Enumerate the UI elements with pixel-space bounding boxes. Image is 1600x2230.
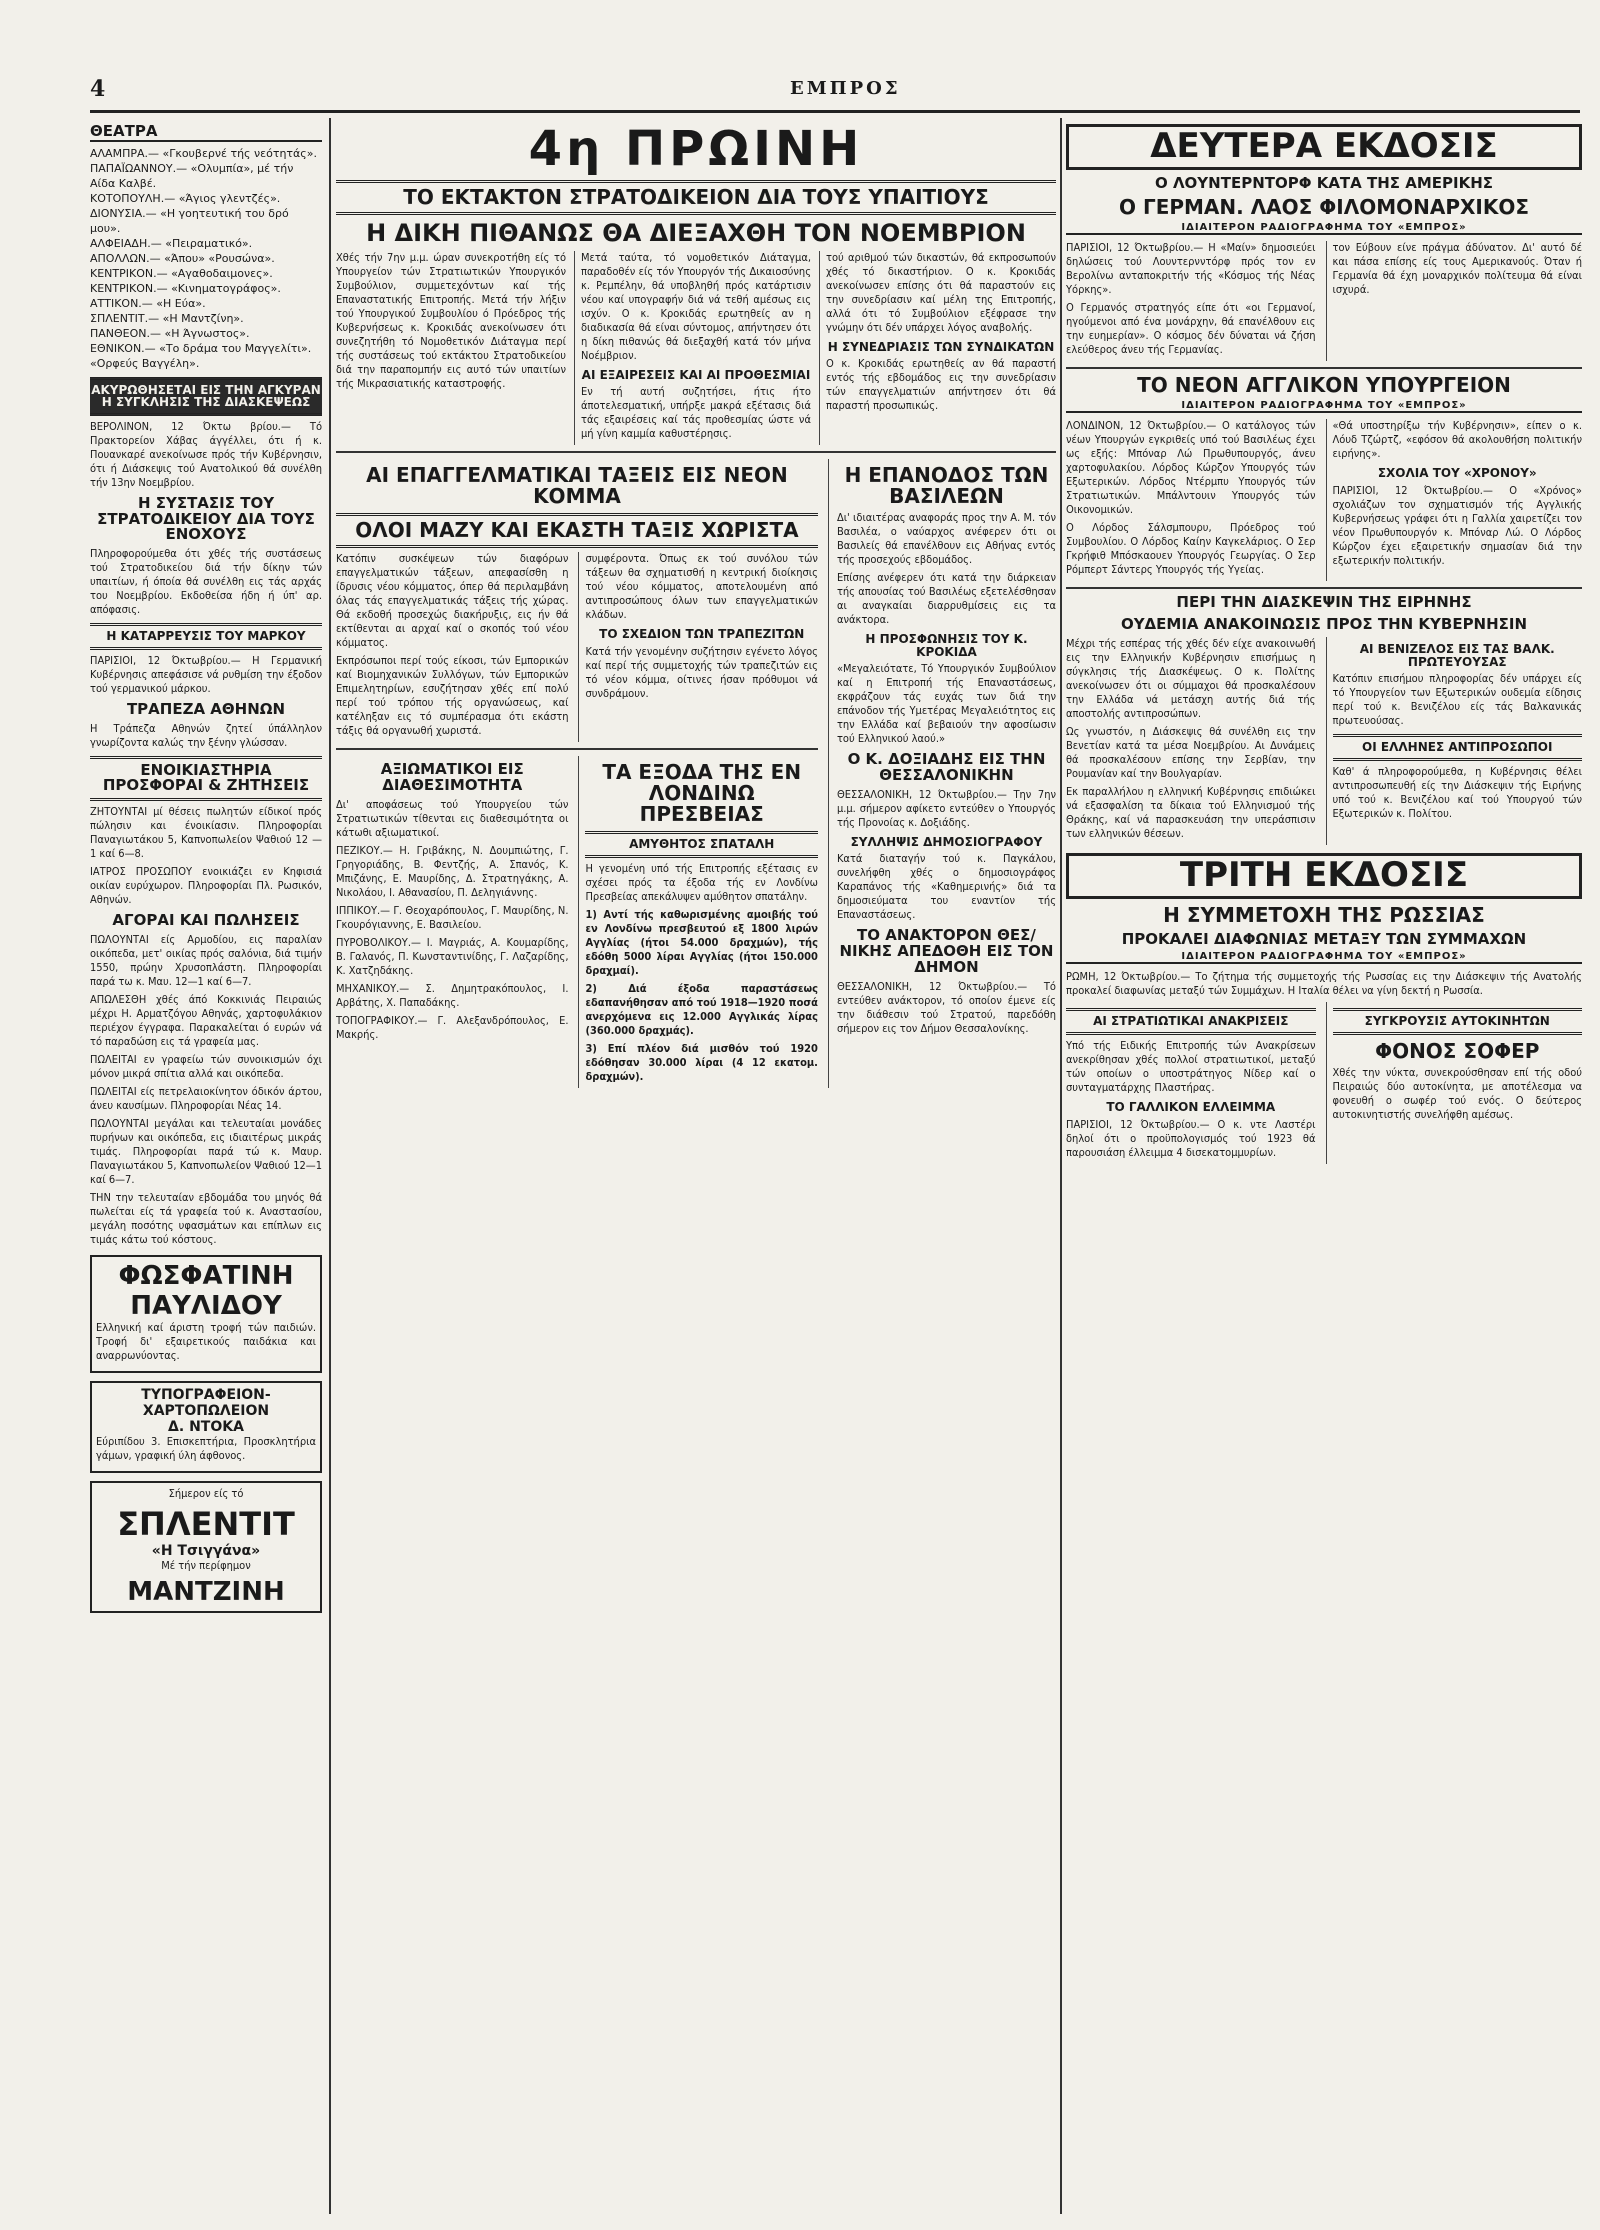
article-body: Εκπρόσωποι περί τούς είκοσι, τών Εμπορικών καί Βιομηχανικών Συλλόγων, τών Εμπορικών Επιμελητηρίων, εσυζήτησαν χθές επί πολύ περί τού τρόπου τής οργανώσεως, καί κατέληξαν εις τό συμπέρασμα ότι εκάστη τάξις θά οργανωθή χωριστά.: [336, 654, 569, 738]
article-headline: ΤΟ ΑΝΑΚΤΟΡΟΝ ΘΕΣ/ΝΙΚΗΣ ΑΠΕΔΟΘΗ ΕΙΣ ΤΟΝ ΔΗΜΟΝ: [839, 926, 1054, 976]
article-body: Δι' ιδιαιτέρας αναφοράς προς την Α. Μ. τόν Βασιλέα, ο ναύαρχος ανέφερεν ότι οι Βασιλείς θά επανέλθουν εις Αθήνας εντός τής προσεχούς εβδομάδος.: [836, 511, 1056, 567]
article-headline: Η ΚΑΤΑΡΡΕΥΣΙΣ ΤΟΥ ΜΑΡΚΟΥ: [90, 623, 322, 650]
article-body: Πληροφορούμεθα ότι χθές τής συστάσεως τού Στρατοδικείου διά τήν δίκην τών υπαιτίων, ή όποία θά συνέλθη εις τάς αρχάς του Νοεμβρίου. Εκδοθείσα ήδη ή ύπ' αρ. απόφασις.: [90, 547, 322, 617]
edition-title: ΔΕΥΤΕΡΑ ΕΚΔΟΣΙΣ: [1066, 124, 1582, 170]
page-header: [90, 76, 1580, 113]
article-body: «Μεγαλειότατε, Τό Υπουργικόν Συμβούλιον καί η Επιτροπή τής Επαναστάσεως, εκφράζουν τάς ευχάς των διά την επάνοδον τής Υμετέρας Μεγαλειότητος εις την Ελλάδα καί βεβαιούν την αφοσίωσιν τού Ελληνικού λαού.»: [836, 662, 1056, 746]
article-body: τού αριθμού τών δικαστών, θά εκπροσωπούν χθές τό δικαστήριον. Ο κ. Κροκιδάς ανεκοίνωσεν επίσης ότι θά παραστούν εις την συνεδρίασιν καί μέλη της Επιτροπής, αλλά ότι τό Συμβούλιον εξέφρασε την γνώμην ότι δέν υπάρχει λόγος αναβολής.: [826, 250, 1056, 334]
classifieds-headline: ΕΝΟΙΚΙΑΣΤΗΡΙΑ ΠΡΟΣΦΟΡΑΙ & ΖΗΤΗΣΕΙΣ: [90, 756, 322, 802]
theatre-listing: ΚΕΝΤΡΙΚΟΝ.— «Αγαθοδαιμονες».: [90, 266, 273, 280]
article-body: Ο κ. Κροκιδάς ερωτηθείς αν θά παραστή εντός τής εβδομάδος εις την συνεδρίασιν τών επαγγελματιών απήντησεν ότι θά παραστή προσωπικώς.: [826, 357, 1056, 413]
classified-ad: ΠΩΛΕΙΤΑΙ είς πετρελαιοκίνητον όδικόν άρτου, άνευ καυσίμων. Πληροφορίαι Νέας 14.: [90, 1084, 322, 1112]
article-body: ΠΕΖΙΚΟΥ.— Η. Γριβάκης, Ν. Δουμπιώτης, Γ. Γρηγοριάδης, Β. Φεντζής, Α. Σπανός, Κ. Μπιζάνης, Ε. Μαυρίδης, Δ. Στρατηγάκης, Α. Νικολάου, Ι. Αθανασίου, Π. Δεληγιάννης.: [336, 843, 569, 899]
agency-credit: ΙΔΙΑΙΤΕΡΟΝ ΡΑΔΙΟΓΡΑΦΗΜΑ ΤΟΥ «ΕΜΠΡΟΣ»: [1066, 400, 1582, 413]
theatre-listing: «Ορφεύς Βαγγέλη».: [90, 356, 200, 370]
theatres-title: ΘΕΑΤΡΑ: [90, 124, 322, 142]
article-headline: Ο ΛΟΥΝΤΕΡΝΤΟΡΦ ΚΑΤΑ ΤΗΣ ΑΜΕΡΙΚΗΣ: [1154, 173, 1494, 192]
ad-subtitle: «Η Τσιγγάνα»: [151, 1542, 261, 1559]
ad-title: Δ. ΝΤΟΚΑ: [168, 1418, 244, 1435]
article-body: Μέχρι τής εσπέρας τής χθές δέν είχε ανακοινωθή εις την Ελληνικήν Κυβέρνησιν επισήμως η σύγκλησις τής Διασκέψεως. Ο κ. Πολίτης ανεκοίνωσεν ότι οι σύμμαχοι θά προσκαλέσουν την Ελλάδα νά μετάσχη αυτής διά τής αποστολής αντιπροσώπων.: [1066, 636, 1316, 720]
article-subhead: ΟΙ ΕΛΛΗΝΕΣ ΑΝΤΙΠΡΟΣΩΠΟΙ: [1333, 734, 1583, 761]
column-rule: [329, 118, 331, 2214]
article-body: 3) Επί πλέον διά μισθόν τού 1920 εδόθησαν 30.000 λίραι (4 12 εκατομ. δραχμών).: [585, 1041, 818, 1083]
article-headline: ΑΚΥΡΩΘΗΣΕΤΑΙ ΕΙΣ ΤΗΝ ΑΓΚΥΡΑΝ Η ΣΥΓΚΛΗΣΙΣ ΤΗΣ ΔΙΑΣΚΕΨΕΩΣ: [90, 377, 322, 416]
article-subhead: ΣΥΛΛΗΨΙΣ ΔΗΜΟΣΙΟΓΡΑΦΟΥ: [850, 834, 1043, 849]
article-body: ΙΠΠΙΚΟΥ.— Γ. Θεοχαρόπουλος, Γ. Μαυρίδης, Ν. Γκουρόγιαννης, Ε. Βασιλείου.: [336, 903, 569, 931]
theatres-list: [90, 146, 322, 371]
ad-text: Σήμερον είς τό: [168, 1486, 244, 1500]
advertisement-printshop: [90, 1381, 322, 1473]
column-rule: [1060, 118, 1062, 2214]
left-column: [90, 118, 322, 2214]
ad-text: Μέ τήν περίφημον: [161, 1558, 251, 1572]
classifieds-headline: ΑΓΟΡΑΙ ΚΑΙ ΠΩΛΗΣΕΙΣ: [112, 911, 300, 930]
article-headline: ΤΟ ΝΕΟΝ ΑΓΓΛΙΚΟΝ ΥΠΟΥΡΓΕΙΟΝ: [1137, 373, 1511, 398]
edition-title: 4η ΠΡΩΙΝΗ: [528, 121, 864, 177]
theatre-listing: ΣΠΛΕΝΤΙΤ.— «Η Μαντζίνη».: [90, 311, 244, 325]
ad-text: Ελληνική καί άριστη τροφή τών παιδιών. Τροφή δι' εξαιρετικούς παιδάκια και αναρρωνύοντας.: [96, 1320, 316, 1362]
ad-title: ΦΩΣΦΑΤΙΝΗ: [118, 1260, 294, 1291]
article-body: «Θά υποστηρίξω τήν Κυβέρνησιν», είπεν ο κ. Λόυδ Τζώρτζ, «εφόσον θά ακολουθήση πολιτικήν ειρήνης».: [1332, 419, 1582, 461]
classified-ad: ΙΑΤΡΟΣ ΠΡΟΣΩΠΟΥ ενοικιάζει εν Κηφισιά οικίαν ευρύχωρον. Πληροφορίαι Πλ. Ρωσικόν, Αθηνών.: [90, 865, 322, 907]
ad-title: ΜΑΝΤΖΙΝΗ: [127, 1576, 285, 1607]
article-subhead: Η ΠΡΟΣΦΩΝΗΣΙΣ ΤΟΥ Κ. ΚΡΟΚΙΔΑ: [865, 632, 1028, 659]
article-body: ΘΕΣΣΑΛΟΝΙΚΗ, 12 Όκτωβρίου.— Την 7ην μ.μ. σήμερον αφίκετο εντεύθεν ο Υπουργός τής Προνοίας κ. Δοξιάδης.: [836, 787, 1056, 829]
article-subheadline: Ο ΓΕΡΜΑΝ. ΛΑΟΣ ΦΙΛΟΜΟΝΑΡΧΙΚΟΣ: [1118, 195, 1530, 220]
classified-ad: ΑΠΩΛΕΣΘΗ χθές άπό Κοκκινιάς Πειραιώς μέχρι Η. Αρματζόγου Αθηνάς, χαρτοφυλάκιον περιέχον έγγραφα. Παρακαλείται ό ευρών νά τό παραδώση εις τά γραφεία μας.: [90, 992, 322, 1048]
article-body: Η Τράπεζα Αθηνών ζητεί ύπάλληλον γνωρίζοντα καλώς την ξένην γλώσσαν.: [90, 721, 322, 749]
article-headline: ΠΕΡΙ ΤΗΝ ΔΙΑΣΚΕΨΙΝ ΤΗΣ ΕΙΡΗΝΗΣ: [1176, 593, 1472, 612]
article-headline: ΑΞΙΩΜΑΤΙΚΟΙ ΕΙΣ ΔΙΑΘΕΣΙΜΟΤΗΤΑ: [380, 760, 524, 794]
article-body: Χθές τήν 7ην μ.μ. ώραν συνεκροτήθη είς τό Υπουργείον τών Στρατιωτικών Υπουργικόν Συμβούλιον, συμμετεχόντων καί τής Επαναστατικής Επιτροπής. Μετά τήν λήξιν τού Υπουργικού Συμβουλίου ό Πρόεδρος τής Κυβερνήσεως κ. Κροκιδάς ανεκοίνωσεν ότι συνεζητήθη τό Νομοθετικόν Διάταγμα περί τής συστάσεως τού εκτάκτου Στρατοδικείου διά την παραπομπήν εις αυτό τών υπαιτίων τής Μικρασιατικής καταστροφής.: [336, 250, 566, 390]
article-subhead: Η ΣΥΝΕΔΡΙΑΣΙΣ ΤΩΝ ΣΥΝΔΙΚΑΤΩΝ: [827, 339, 1055, 354]
theatre-listing: ΔΙΟΝΥΣΙΑ.— «Η γοητευτική του δρό μου».: [90, 206, 289, 235]
center-column: [336, 118, 1056, 2214]
article-body: 2) Διά έξοδα παραστάσεως εδαπανήθησαν από τού 1918—1920 ποσά ανερχόμενα εις 12.000 Αγγλικάς λίρας (360.000 δραχμάς).: [585, 981, 818, 1037]
agency-credit: ΙΔΙΑΙΤΕΡΟΝ ΡΑΔΙΟΓΡΑΦΗΜΑ ΤΟΥ «ΕΜΠΡΟΣ»: [1066, 951, 1582, 964]
article-body: Ως γνωστόν, η Διάσκεψις θά συνέλθη εις την Βενετίαν κατά τα μέσα Νοεμβρίου. Αι Δυνάμεις θά προσκαλέσουν επίσης την Σερβίαν, την Ρουμανίαν καί την Βουλγαρίαν.: [1066, 724, 1316, 780]
ad-text: Εύριπίδου 3. Επισκεπτήρια, Προσκλητήρια γάμων, γραφική ύλη άφθονος.: [96, 1434, 316, 1462]
article-subheadline: ΟΛΟΙ ΜΑΖΥ ΚΑΙ ΕΚΑΣΤΗ ΤΑΞΙΣ ΧΩΡΙΣΤΑ: [336, 513, 818, 548]
article-body: Κατά διαταγήν τού κ. Παγκάλου, συνελήφθη χθές ο δημοσιογράφος Καραπάνος τής «Καθημερινής» διά τα δημοσιεύματα του εναντίον τής Επαναστάσεως.: [836, 852, 1056, 922]
article-headline: ΤΟ ΓΑΛΛΙΚΟΝ ΕΛΛΕΙΜΜΑ: [1106, 1099, 1276, 1114]
article-body: ΠΑΡΙΣΙΟΙ, 12 Όκτωβρίου.— Ο κ. ντε Λαστέρι δηλοί ότι ο προϋπολογισμός τού 1923 θά παρουσιάση έλλειμμα 4 δισεκατομμυρίων.: [1066, 1117, 1316, 1159]
theatre-listing: ΑΛΦΕΙΑΔΗ.— «Πειραματικό».: [90, 236, 253, 250]
article-body: ΠΑΡΙΣΙΟΙ, 12 Όκτωβρίου.— Η Γερμανική Κυβέρνησις απεφάσισε νά ρυθμίση την έξοδον τού γερμανικού μάρκου.: [90, 653, 322, 695]
ad-title: ΠΑΥΛΙΔΟΥ: [130, 1290, 282, 1321]
lead-article: [336, 251, 1056, 446]
article-headline: ΤΡΑΠΕΖΑ ΑΘΗΝΩΝ: [126, 699, 286, 718]
article-body: Ο Γερμανός στρατηγός είπε ότι «οι Γερμανοί, ηγούμενοι από ένα μονάρχην, θά επανέλθουν εις την ευημερίαν». Ο κόσμος δέν δύναται νά ζήση ελεύθερος άνευ τής Γερμανίας.: [1066, 301, 1316, 357]
theatre-listing: ΑΠΟΛΛΩΝ.— «Άπου» «Ρουσώνα».: [90, 251, 275, 265]
lead-headline: ΤΟ ΕΚΤΑΚΤΟΝ ΣΤΡΑΤΟΔΙΚΕΙΟΝ ΔΙΑ ΤΟΥΣ ΥΠΑΙΤΙΟΥΣ: [336, 180, 1056, 215]
article-subhead: ΤΟ ΣΧΕΔΙΟΝ ΤΩΝ ΤΡΑΠΕΖΙΤΩΝ: [599, 627, 805, 642]
article-body: ΤΟΠΟΓΡΑΦΙΚΟΥ.— Γ. Αλεξανδρόπουλος, Ε. Μακρής.: [336, 1013, 569, 1041]
edition-title: ΤΡΙΤΗ ΕΚΔΟΣΙΣ: [1066, 853, 1582, 899]
article-body: συμφέροντα. Όπως εκ τού συνόλου τών τάξεων θα σχηματισθή η κεντρική διοίκησις τού νέου κόμματος, αποτελουμένη από αντιπροσώπους όλων των επαγγελματικών κλάδων.: [585, 552, 818, 622]
article-body: Η γενομένη υπό τής Επιτροπής εξέτασις εν σχέσει πρός τα έξοδα τής εν Λονδίνω Πρεσβείας απεκάλυψεν αμύθητον σπατάλην.: [585, 861, 818, 903]
article-body: Κατόπιν επισήμου πληροφορίας δέν υπάρχει είς τό Υπουργείον των Εξωτερικών ουδεμία είδησις περί τού κ. Βενιζέλου είς τάς Βαλκανικάς πρωτευούσας.: [1332, 672, 1582, 728]
article-body: ΘΕΣΣΑΛΟΝΙΚΗ, 12 Όκτωβρίου.— Τό εντεύθεν ανάκτορον, τό οποίον έμενε είς την διάθεσιν τού Στρατού, παρεδόθη σήμερον εις τον Δήμον Θεσσαλονίκης.: [836, 979, 1056, 1035]
theatre-listing: ΑΛΑΜΠΡΑ.— «Γκουβερνέ τής νεότητάς».: [90, 146, 317, 160]
theatre-listing: ΠΑΝΘΕΟΝ.— «Η Άγνωστος».: [90, 326, 250, 340]
article-body: Δι' αποφάσεως τού Υπουργείου τών Στρατιωτικών τίθενται εις διαθεσιμότητα οι κάτωθι αξιωματικοί.: [336, 797, 569, 839]
theatre-listing: ΑΤΤΙΚΟΝ.— «Η Εύα».: [90, 296, 206, 310]
article-body: Κατά τήν γενομένην συζήτησιν εγένετο λόγος καί περί τής συμμετοχής τών τραπεζιτών εις τό νέον κόμμα, οίτινες ήσαν πρόθυμοι νά συνδράμουν.: [585, 644, 818, 700]
article-body: Καθ' ά πληροφορούμεθα, η Κυβέρνησις θέλει αντιπροσωπευθή είς την Διάσκεψιν τής Ειρήνης υπό τού κ. Βενιζέλου καί τού Υπουργού τών Εξωτερικών κ. Πολίτου.: [1332, 764, 1582, 820]
classified-ad: ΠΩΛΟΥΝΤΑΙ είς Αρμοδίου, εις παραλίαν οικόπεδα, μετ' οικίας πρός σαλόνια, διά τιμήν 1550, πρώην Χρυσοπλάστη. Πληροφορίαι παρά τω κ. Μαυ. 12—1 καί 6—7.: [90, 932, 322, 988]
article-subheadline: ΦΟΝΟΣ ΣΟΦΕΡ: [1375, 1038, 1540, 1063]
article-headline: ΑΙ ΣΤΡΑΤΙΩΤΙΚΑΙ ΑΝΑΚΡΙΣΕΙΣ: [1066, 1008, 1316, 1035]
article-body: Χθές την νύκτα, συνεκρούσθησαν επί τής οδού Πειραιώς δύο αυτοκίνητα, με αποτέλεσμα να φονευθή ο σωφέρ τού ενός. Ο δεύτερος αυτοκινητιστής συνελήφθη αμέσως.: [1332, 1065, 1582, 1121]
paper-name: ΕΜΠΡΟΣ: [790, 78, 901, 99]
article-subhead: ΑΙ ΒΕΝΙΖΕΛΟΣ ΕΙΣ ΤΑΣ ΒΑΛΚ. ΠΡΩΤΕΥΟΥΣΑΣ: [1359, 641, 1555, 669]
article-body: Επίσης ανέφερεν ότι κατά την διάρκειαν τής απουσίας τού Βασιλέως εξετελέσθησαν αι αναγκαίαι διαρρυθμίσεις εις τα ανάκτορα.: [836, 571, 1056, 627]
article-subhead: ΣΧΟΛΙΑ ΤΟΥ «ΧΡΟΝΟΥ»: [1377, 466, 1537, 481]
lead-subheadline: Η ΔΙΚΗ ΠΙΘΑΝΩΣ ΘΑ ΔΙΕΞΑΧΘΗ ΤΟΝ ΝΟΕΜΒΡΙΟΝ: [366, 219, 1026, 248]
page-number: 4: [90, 76, 106, 102]
article-headline: Η ΣΥΣΤΑΣΙΣ ΤΟΥ ΣΤΡΑΤΟΔΙΚΕΙΟΥ ΔΙΑ ΤΟΥΣ ΕΝΟΧΟΥΣ: [97, 493, 315, 544]
article-body: ΠΑΡΙΣΙΟΙ, 12 Όκτωβρίου.— Ο «Χρόνος» σχολιάζων τον σχηματισμόν τής Αγγλικής Κυβερνήσεως γράφει ότι η Γαλλία χαιρετίζει τον νέον Πρωθυπουργόν κ. Μπόναρ Λώ. Ο Λόρδος Κώρζον έχει εξαιρετικήν σημασίαν διά την εξωτερικήν πολιτικήν.: [1332, 484, 1582, 568]
article-subheadline: ΑΜΥΘΗΤΟΣ ΣΠΑΤΑΛΗ: [585, 831, 817, 858]
article-subheadline: ΟΥΔΕΜΙΑ ΑΝΑΚΟΙΝΩΣΙΣ ΠΡΟΣ ΤΗΝ ΚΥΒΕΡΝΗΣΙΝ: [1120, 615, 1528, 634]
article-headline: Η ΕΠΑΝΟΔΟΣ ΤΩΝ ΒΑΣΙΛΕΩΝ: [844, 463, 1049, 509]
theatre-listing: ΕΘΝΙΚΟΝ.— «Το δράμα του Μαγγελίτι».: [90, 341, 312, 355]
classified-ad: ΤΗΝ την τελευταίαν εβδομάδα του μηνός θά πωλείται είς τά γραφεία τού κ. Αναστασίου, μεγάλη ποσότης υφασμάτων και επίπλων εις τιμάς κάτω τού κόστους.: [90, 1190, 322, 1246]
classified-ad: ΠΩΛΕΙΤΑΙ εν γραφείω τών συνοικισμών όχι μόνον μικρά σπίτια αλλά και οικόπεδα.: [90, 1052, 322, 1080]
article-headline: ΑΙ ΕΠΑΓΓΕΛΜΑΤΙΚΑΙ ΤΑΞΕΙΣ ΕΙΣ ΝΕΟΝ ΚΟΜΜΑ: [366, 463, 788, 509]
ad-subtitle: ΤΥΠΟΓΡΑΦΕΙΟΝ-ΧΑΡΤΟΠΩΛΕΙΟΝ: [141, 1386, 271, 1419]
article-body: Εν τή αυτή συζητήσει, ήτις ήτο άποτελεσματική, υπήρξε μακρά εξέτασις διά τάς εξαιρέσεις καί τάς προθεσμίας ώστε νά μή γίνη καμμία καθυστέρησις.: [581, 385, 811, 441]
article-body: 1) Αντί τής καθωρισμένης αμοιβής τού εν Λονδίνω πρεσβευτού εξ 1800 λιρών Αγγλίας (ήτοι 54.000 δραχμών), τής εδόθη 5000 λίραι Αγγλίας (ήτοι 150.000 δραχμαί).: [585, 907, 818, 977]
advertisement-splendid: [90, 1481, 322, 1613]
agency-credit: ΙΔΙΑΙΤΕΡΟΝ ΡΑΔΙΟΓΡΑΦΗΜΑ ΤΟΥ «ΕΜΠΡΟΣ»: [1066, 222, 1582, 235]
article-body: ΠΥΡΟΒΟΛΙΚΟΥ.— Ι. Μαγριάς, Α. Κουμαρίδης, Β. Γαλανός, Π. Κωνσταντινίδης, Γ. Λαζαρίδης, Κ. Χατζηδάκης.: [336, 935, 569, 977]
classified-ad: ΠΩΛΟΥΝΤΑΙ μεγάλαι και τελευταίαι μονάδες πυρήνων και οικόπεδα, εις ιδιαιτέρως μικράς τιμάς. Πληροφορίαι παρά τώ κ. Μαυρ. Παναγιωτάκου 5, Καπνοπωλείον Ψαθιού 12—1 καί 6—7.: [90, 1116, 322, 1186]
article-headline: Ο Κ. ΔΟΞΙΑΔΗΣ ΕΙΣ ΤΗΝ ΘΕΣΣΑΛΟΝΙΚΗΝ: [847, 750, 1046, 785]
article-body: τον Εύβουν είνε πράγμα άδύνατον. Δι' αυτό δέ και πάσα επίσης είς τους Αμερικανούς. Όταν ή Γερμανία θά έχη μοναρχικόν πολίτευμα θά είναι ισχυρά.: [1332, 241, 1582, 297]
article-headline: ΣΥΓΚΡΟΥΣΙΣ ΑΥΤΟΚΙΝΗΤΩΝ: [1333, 1008, 1583, 1035]
article-subheadline: ΠΡΟΚΑΛΕΙ ΔΙΑΦΩΝΙΑΣ ΜΕΤΑΞΥ ΤΩΝ ΣΥΜΜΑΧΩΝ: [1121, 929, 1527, 948]
article-body: Ο Λόρδος Σάλσμπουρυ, Πρόεδρος τού Συμβουλίου. Ο Λόρδος Καίην Καγκελάριος. Ο Σερ Γκρήφιθ Μπόσκαουεν Υπουργός Γεωργίας. Ο Σερ Ρόμπερτ Σάντερς Υπουργός τής Υγείας.: [1066, 521, 1316, 577]
right-column: [1066, 118, 1582, 2214]
theatre-listing: ΚΟΤΟΠΟΥΛΗ.— «Άγιος γλεντζές».: [90, 191, 281, 205]
article-body: Εκ παραλλήλου η ελληνική Κυβέρνησις επιδιώκει νά εξασφαλίση τα δίκαια τού Ελληνισμού τής Θράκης, καί νά παρασκευάση την υπεράσπισιν των ελληνικών θέσεων.: [1066, 784, 1316, 840]
article-body: Μετά ταύτα, τό νομοθετικόν Διάταγμα, παραδοθέν είς τόν Υπουργόν τής Δικαιοσύνης κ. Ρεμπέλην, θά υποβληθή πρός κατάρτισιν νέου καί υπογραφήν διά νά τεθή αμέσως εις ισχύν. Ο κ. Κροκιδάς ερωτηθείς αν η διαδικασία θά είναι σύντομος, απήντησεν ότι η δίκη πιθανώς θά διεξαχθή κατά τόν μήνα Νοέμβριον.: [581, 250, 811, 362]
article-headline: ΤΑ ΕΞΟΔΑ ΤΗΣ ΕΝ ΛΟΝΔΙΝΩ ΠΡΕΣΒΕΙΑΣ: [602, 760, 802, 827]
article-body: ΠΑΡΙΣΙΟΙ, 12 Όκτωβρίου.— Η «Μαίν» δημοσιεύει δηλώσεις τού Λουντερνντόρφ πρός τον εν Βερολίνω ανταποκριτήν τής «Κόσμος τής Νέας Υόρκης».: [1066, 241, 1316, 297]
article-subhead: ΑΙ ΕΞΑΙΡΕΣΕΙΣ ΚΑΙ ΑΙ ΠΡΟΘΕΣΜΙΑΙ: [581, 367, 811, 382]
article-body: ΒΕΡΟΛΙΝΟΝ, 12 Όκτω βρίου.— Τό Πρακτορείον Χάβας άγγέλλει, ότι ή κ. Πουανκαρέ ανεκοίνωσε πρός τήν Κυβέρνησιν, ότι ή Διάσκεψις τού Ανατολικού θά συνέλθη τήν 13ην Νοεμβρίου.: [90, 419, 322, 489]
theatre-listing: ΚΕΝΤΡΙΚΟΝ.— «Κινηματογράφος».: [90, 281, 281, 295]
theatre-listing: ΠΑΠΑΪΩΑΝΝΟΥ.— «Ολυμπία», μέ τήν Αίδα Καλβέ.: [90, 161, 294, 190]
advertisement-phosphatine: [90, 1255, 322, 1373]
ad-title: ΣΠΛΕΝΤΙΤ: [117, 1504, 295, 1543]
classified-ad: ΖΗΤΟΥΝΤΑΙ μί θέσεις πωλητών είδικοί πρός πώλησιν και ένοικίασιν. Πληροφορίαι Παναγιωτάκου 5, Καπνοπωλείον Ψαθιού 12 —1 καί 6—8.: [90, 805, 322, 861]
article-body: Κατόπιν συσκέψεων τών διαφόρων επαγγελματικών τάξεων, απεφασίσθη η ίδρυσις νέου κόμματος, όπερ θά περιλαμβάνη όλας τάς επαγγελματικάς τάξεις τής χώρας. Θά εκδοθή προσεχώς διακήρυξις, εις ήν θά εκτίθενται αι αρχαί καί ο σκοπός τού νέου κόμματος.: [336, 552, 569, 650]
article-body: ΜΗΧΑΝΙΚΟΥ.— Σ. Δημητρακόπουλος, Ι. Αρβάτης, Χ. Παπαδάκης.: [336, 981, 569, 1009]
article-body: ΡΩΜΗ, 12 Όκτωβρίου.— Το ζήτημα τής συμμετοχής τής Ρωσσίας εις την Διάσκεψιν τής Ανατολής προκαλεί διαφωνίας μεταξύ τών Συμμάχων. Η Ιταλία θέλει να γίνη δεκτή η Ρωσσία.: [1066, 970, 1582, 998]
article-body: ΛΟΝΔΙΝΟΝ, 12 Όκτωβρίου.— Ο κατάλογος τών νέων Υπουργών εγκριθείς υπό τού Βασιλέως έχει ως εξής: Μπόναρ Λώ Πρωθυπουργός, άνευ χαρτοφυλακίου. Λόρδος Κώρζον Υπουργός τών Εξωτερικών. Λόρδος Ντέρμπυ Υπουργός τών Στρατιωτικών. Μπάλντουιν Υπουργός τών Οικονομικών.: [1066, 419, 1316, 517]
article-headline: Η ΣΥΜΜΕΤΟΧΗ ΤΗΣ ΡΩΣΣΙΑΣ: [1163, 902, 1485, 927]
article-body: Υπό τής Ειδικής Επιτροπής τών Ανακρίσεων ανεκρίθησαν χθές πολλοί στρατιωτικοί, μεταξύ τών οποίων ο υποστράτηγος Νίδερ καί ο συνταγματάρχης Πλαστήρας.: [1066, 1038, 1316, 1094]
